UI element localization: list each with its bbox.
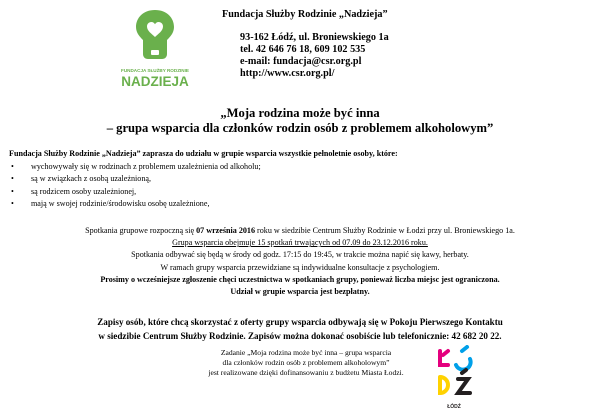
document-title — [0, 106, 600, 136]
list-item: • mają w swojej rodzinie/środowisku osobę uzależnione, — [9, 198, 594, 210]
lodz-logo-caption: ŁÓDŹ — [447, 404, 461, 410]
funding-line-1: Zadanie „Moja rodzina może być inna – grupa wsparcia — [220, 348, 392, 357]
lodz-logo-icon — [432, 345, 476, 411]
meeting-time: Spotkania odbywać się będą w środy od godz. 17:15 do 19:45, w trakcie można napić się kawy, herbaty. — [131, 250, 469, 260]
meeting-schedule: Grupa wsparcia obejmuje 15 spotkań trwających od 07.09 do 23.12.2016 roku. — [172, 238, 428, 248]
funding-line-2: dla członków rodzin osób z problemem alkoholowym” — [222, 358, 390, 367]
funding-note — [192, 348, 420, 378]
funding-line-3: jest realizowane dzięki dofinansowaniu z budżetu Miasta Łodzi. — [208, 368, 404, 377]
intro-section — [9, 148, 594, 210]
meeting-details — [0, 225, 600, 298]
enrollment-info — [0, 315, 600, 343]
meeting-registration-note: Prosimy o wcześniejsze zgłoszenie chęci uczestnictwa w spotkaniach grupy, ponieważ liczba miejsc jest ograniczona. — [100, 274, 500, 284]
logo-caption-big: NADZIEJA — [121, 74, 189, 89]
organization-header — [222, 9, 452, 80]
list-item: • są rodzicem osoby uzależnionej, — [9, 186, 594, 198]
organization-email: e-mail: fundacja@csr.org.pl — [240, 56, 362, 67]
organization-website: http://www.csr.org.pl/ — [240, 68, 335, 79]
meeting-consultations: W ramach grupy wsparcia przewidziane są indywidualne konsultacje z psychologiem. — [160, 262, 440, 272]
enrollment-line-2: w siedzibie Centrum Służby Rodzinie. Zapisów można dokonać osobiście lub telefonicznie: 42 682 20 22. — [98, 331, 502, 341]
criteria-list — [9, 161, 594, 210]
meeting-start-line — [0, 225, 600, 237]
enrollment-line-1: Zapisy osób, które chcą skorzystać z oferty grupy wsparcia odbywają się w Pokoju Pierwszego Kontaktu — [97, 317, 503, 327]
foundation-logo — [110, 6, 200, 94]
intro-lead: Fundacja Służby Rodzinie „Nadzieja” zaprasza do udziału w grupie wsparcia wszystkie pełnoletnie osoby, które: — [9, 149, 398, 158]
logo-caption-small: FUNDACJA SŁUŻBY RODZINIE — [121, 68, 189, 73]
list-item: • są w związkach z osobą uzależnioną, — [9, 173, 594, 185]
lodz-city-logo — [432, 345, 476, 411]
meeting-free-note: Udział w grupie wsparcia jest bezpłatny. — [230, 287, 370, 297]
meeting-start-text: Spotkania grupowe rozpoczną się — [85, 226, 197, 235]
title-line-1: „Moja rodzina może być inna — [220, 106, 380, 120]
title-line-2: – grupa wsparcia dla członków rodzin osób z problemem alkoholowym” — [106, 121, 494, 135]
list-item: • wychowywały się w rodzinach z problemem uzależnienia od alkoholu; — [9, 161, 594, 173]
tree-heart-icon — [110, 6, 200, 94]
meeting-start-date: 07 września 2016 — [196, 226, 256, 235]
organization-name: Fundacja Służby Rodzinie „Nadzieja” — [222, 9, 388, 20]
organization-address: 93-162 Łódź, ul. Broniewskiego 1a — [240, 32, 389, 43]
meeting-start-place: roku w siedzibie Centrum Służby Rodzinie w Łodzi przy ul. Broniewskiego 1a. — [255, 226, 515, 235]
organization-phone: tel. 42 646 76 18, 609 102 535 — [240, 44, 366, 55]
